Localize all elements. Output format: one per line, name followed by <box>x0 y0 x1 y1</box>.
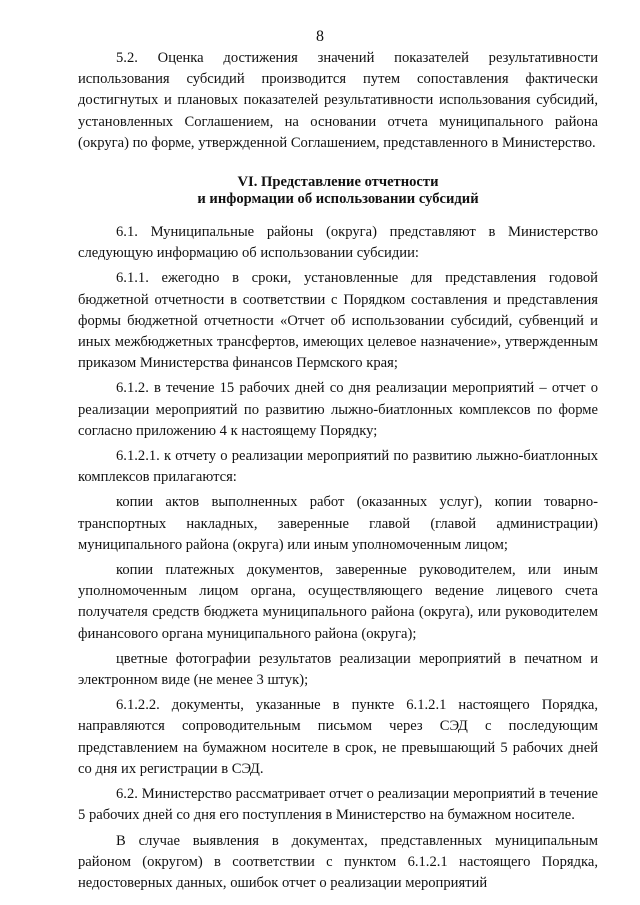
paragraph-6-1-2-2: 6.1.2.2. документы, указанные в пункте 6.1.2.1 настоящего Порядка, направляются сопроводительным письмом через СЭД с последующим представлением на бумажном носителе в срок, не превышающий 5 рабочих дней со дня их регистрации в СЭД. <box>78 697 598 777</box>
section-title-line-2: и информации об использовании субсидий <box>197 191 479 208</box>
section-title <box>78 174 598 208</box>
section-title-line-1: VI. Представление отчетности <box>237 174 439 191</box>
paragraph-acts-copies: копии актов выполненных работ (оказанных услуг), копии товарно-транспортных накладных, заверенные главой (главой администрации) муниципального района (округа) или иным уполномоченным лицом; <box>78 494 598 553</box>
paragraph-payment-copies: копии платежных документов, заверенные руководителем, или иным уполномоченным лицом органа, осуществляющего ведение лицевого счета получателя средств бюджета муниципального района (округа), или руководителем финансового органа муниципального района (округа); <box>78 562 598 642</box>
paragraph-6-1-2: 6.1.2. в течение 15 рабочих дней со дня реализации мероприятий – отчет о реализации мероприятий по развитию лыжно-биатлонных комплексов по форме согласно приложению 4 к настоящему Порядку; <box>78 380 598 439</box>
paragraph-6-1: 6.1. Муниципальные районы (округа) представляют в Министерство следующую информацию об использовании субсидии: <box>78 224 598 262</box>
document-body <box>78 48 598 898</box>
page-number: 8 <box>316 28 324 45</box>
paragraph-6-1-2-1: 6.1.2.1. к отчету о реализации мероприятий по развитию лыжно-биатлонных комплексов прилагаются: <box>78 448 598 486</box>
paragraph-5-2: 5.2. Оценка достижения значений показателей результативности использования субсидий производится путем сопоставления фактически достигнутых и плановых показателей результативности использования субсидий, установленных Соглашением, на основании отчета муниципального района (округа) по форме, утвержденной Соглашением, представленного в Министерство. <box>78 50 598 151</box>
paragraph-6-2: 6.2. Министерство рассматривает отчет о реализации мероприятий в течение 5 рабочих дней со дня его поступления в Министерство на бумажном носителе. <box>78 786 598 824</box>
paragraph-detection-case: В случае выявления в документах, представленных муниципальным районом (округом) в соответствии с пунктом 6.1.2.1 настоящего Порядка, недостоверных данных, ошибок отчет о реализации мероприятий <box>78 832 598 891</box>
paragraph-photos: цветные фотографии результатов реализации мероприятий в печатном и электронном виде (не менее 3 штук); <box>78 650 598 689</box>
paragraph-6-1-1: 6.1.1. ежегодно в сроки, установленные для представления годовой бюджетной отчетности в соответствии с Порядком составления и представления формы бюджетной отчетности «Отчет об использовании субсидий, субвенций и иных межбюджетных трансфертов, имеющих целевое назначение», утвержденным приказом Министерства финансов Пермского края; <box>78 270 598 372</box>
